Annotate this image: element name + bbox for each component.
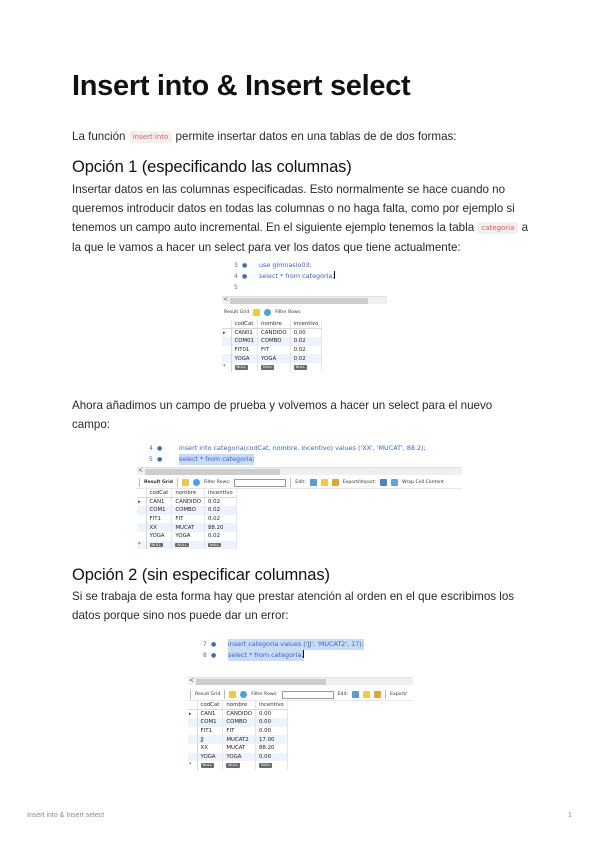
cell-codcat[interactable]: YOGA (197, 753, 223, 762)
table-row[interactable] (137, 506, 236, 515)
import-icon[interactable] (391, 479, 398, 486)
result-grid (188, 701, 288, 770)
new-row-marker: * (188, 761, 197, 770)
code-line (137, 454, 462, 465)
section1-after-paragraph (72, 396, 532, 434)
cell-nombre[interactable]: YOGA (223, 753, 256, 762)
line-number: 3 (234, 262, 238, 269)
sql-code: use gimnasio03; (259, 261, 312, 269)
cell-incentivo[interactable]: 0.02 (205, 515, 237, 524)
row-header (137, 532, 146, 541)
new-row-marker: * (137, 541, 146, 550)
page-number: 1 (568, 812, 572, 819)
cell-codcat[interactable]: COM01 (231, 337, 258, 346)
null-cell[interactable] (258, 363, 291, 372)
cell-codcat[interactable]: CAN01 (231, 329, 258, 338)
column-header[interactable]: codCat (146, 489, 172, 498)
text-line: la que le vamos a hacer un select para ver los datos que tiene actualmente: (72, 241, 461, 254)
cell-nombre[interactable]: COMBO (258, 337, 291, 346)
cell-incentivo[interactable]: 0.00 (256, 727, 288, 736)
text-caret (334, 271, 335, 279)
table-row[interactable] (137, 532, 236, 541)
text-line: Si se trabaja de esta forma hay que prestar atención al orden en el que escribimos los (72, 590, 515, 603)
scrollbar-thumb[interactable] (145, 469, 280, 475)
current-row-icon: ▸ (222, 329, 231, 338)
result-toolbar (222, 306, 387, 318)
grid-layout-icon[interactable] (253, 309, 260, 316)
cell-nombre[interactable]: MUCAT (172, 523, 205, 532)
cell-incentivo[interactable]: 0.02 (205, 506, 237, 515)
intro-paragraph (72, 127, 532, 147)
cell-incentivo[interactable]: 17.00 (256, 735, 288, 744)
cell-nombre[interactable]: CANDIDO (223, 710, 256, 719)
toolbar-separator (224, 690, 225, 699)
refresh-icon[interactable] (193, 479, 200, 486)
cell-incentivo[interactable]: 0.02 (290, 337, 322, 346)
text-line: queremos introducir datos en todas las columnas o no haga falta, como por ejemplo si (72, 202, 515, 215)
cell-codcat[interactable]: YOGA (146, 532, 172, 541)
sql-code-selected: select * from categoria; (179, 455, 255, 463)
cell-nombre[interactable]: COMBO (172, 506, 205, 515)
null-cell[interactable] (223, 761, 256, 770)
intro-text-after: permite insertar datos en una tablas de de dos formas: (172, 130, 457, 143)
grid-header-row (188, 701, 287, 710)
new-row[interactable] (188, 761, 287, 770)
sql-editor (137, 443, 462, 467)
row-header (188, 744, 197, 753)
section2-heading: Opción 2 (sin especificar columnas) (72, 566, 330, 584)
code-line (222, 260, 387, 271)
line-number: 7 (203, 641, 207, 648)
cell-nombre[interactable]: FIT (223, 727, 256, 736)
cell-codcat[interactable]: FIT01 (231, 346, 258, 355)
null-cell[interactable] (256, 761, 288, 770)
current-row-icon: ▸ (137, 498, 146, 507)
row-header-corner (137, 489, 146, 498)
export-import-label: Export/Import: (342, 480, 377, 485)
result-grid (222, 320, 322, 372)
null-cell[interactable] (290, 363, 322, 372)
result-toolbar (137, 477, 462, 489)
intro-text-before: La función (72, 130, 129, 143)
table-row[interactable] (188, 718, 287, 727)
result-grid-tab[interactable]: Result Grid (144, 480, 173, 485)
null-badge: NULL (261, 763, 271, 768)
null-cell[interactable] (197, 761, 223, 770)
cell-incentivo[interactable]: 0.02 (205, 532, 237, 541)
edit-row-icon[interactable] (310, 479, 317, 486)
column-header[interactable]: incentivo (205, 489, 237, 498)
sql-code (259, 271, 335, 282)
null-badge: NULL (263, 365, 273, 370)
export-import-label: Export/ (390, 692, 407, 697)
cell-incentivo[interactable]: 0.02 (290, 354, 322, 363)
code-line (188, 650, 413, 661)
cell-codcat[interactable]: FIT1 (146, 515, 172, 524)
cell-codcat[interactable]: XX (197, 744, 223, 753)
scroll-left-icon[interactable]: < (138, 467, 144, 474)
code-line (222, 271, 387, 282)
toolbar-separator (385, 690, 386, 699)
column-header[interactable]: incentivo (290, 320, 322, 329)
text-line: campo: (72, 418, 111, 431)
table-row[interactable] (222, 346, 322, 355)
horizontal-scrollbar[interactable] (137, 467, 462, 475)
text-line: datos porque sino nos puede dar un error: (72, 609, 289, 622)
null-cell[interactable] (231, 363, 258, 372)
section1-paragraph (72, 180, 532, 257)
cell-incentivo[interactable]: 88.20 (205, 523, 237, 532)
text-span: tenemos un campo auto incremental. En el siguiente ejemplo tenemos la tabla (72, 221, 478, 234)
filter-rows-label: Filter Rows: (251, 692, 278, 697)
row-header (137, 515, 146, 524)
insert-row-icon[interactable] (321, 479, 328, 486)
line-number: 5 (234, 284, 238, 291)
text-caret (303, 650, 304, 658)
cell-nombre[interactable]: YOGA (172, 532, 205, 541)
filter-rows-input[interactable] (282, 691, 334, 699)
sql-text: select * from categoria; (228, 651, 304, 659)
column-header[interactable]: nombre (223, 701, 256, 710)
cell-codcat[interactable]: FIT1 (197, 727, 223, 736)
sql-code: insert into categoria(codCat, nombre, incentivo) values ('XX', 'MUCAT', 88.2); (179, 444, 426, 452)
sql-code-selected: insert categoria values ('JJ', 'MUCAT2', 17); (228, 640, 364, 648)
result-grid (137, 489, 237, 549)
column-header[interactable]: nombre (172, 489, 205, 498)
refresh-icon[interactable] (264, 309, 271, 316)
cell-nombre[interactable]: COMBO (223, 718, 256, 727)
column-header[interactable]: nombre (258, 320, 291, 329)
grid-header-row (222, 320, 322, 329)
table-row[interactable] (188, 744, 287, 753)
result-grid-tab[interactable]: Result Grid (195, 692, 221, 697)
table-row[interactable] (137, 523, 236, 532)
cell-incentivo[interactable]: 0.02 (290, 346, 322, 355)
execute-dot-icon: ● (242, 262, 248, 269)
scroll-left-icon[interactable]: < (223, 296, 229, 303)
toolbar-separator (139, 478, 140, 487)
line-number: 8 (203, 652, 207, 659)
delete-row-icon[interactable] (374, 691, 381, 698)
execute-dot-icon: ● (211, 652, 217, 659)
table-row[interactable] (137, 498, 236, 507)
edit-label: Edit: (295, 480, 306, 485)
current-row-icon: ▸ (188, 710, 197, 719)
new-row-marker: * (222, 363, 231, 372)
execute-dot-icon: ● (211, 641, 217, 648)
cell-codcat[interactable]: YOGA (231, 354, 258, 363)
table-row[interactable] (137, 515, 236, 524)
execute-dot-icon: ● (242, 273, 248, 280)
column-header[interactable]: codCat (197, 701, 223, 710)
execute-dot-icon: ● (157, 456, 163, 463)
null-badge: NULL (236, 365, 246, 370)
cell-nombre[interactable]: CANDIDO (172, 498, 205, 507)
sql-code-selected (228, 650, 304, 661)
sql-text: select * from categoria; (259, 272, 335, 280)
scroll-left-icon[interactable]: < (189, 677, 195, 684)
refresh-icon[interactable] (240, 691, 247, 698)
cell-codcat[interactable]: CAN1 (197, 710, 223, 719)
toolbar-separator (290, 478, 291, 487)
insert-row-icon[interactable] (363, 691, 370, 698)
column-header[interactable]: incentivo (256, 701, 288, 710)
edit-label: Edit: (337, 692, 349, 697)
section1-heading: Opción 1 (especificando las columnas) (72, 158, 352, 176)
row-header (137, 506, 146, 515)
execute-dot-icon: ● (157, 445, 163, 452)
section2-paragraph (72, 587, 532, 625)
row-header (222, 346, 231, 355)
line-number: 4 (149, 445, 153, 452)
cell-nombre[interactable]: MUCAT2 (223, 735, 256, 744)
null-badge: NULL (202, 763, 212, 768)
null-badge: NULL (295, 365, 305, 370)
cell-incentivo[interactable]: 0.02 (205, 498, 237, 507)
wrap-cell-content-label[interactable]: Wrap Cell Content (402, 480, 444, 485)
cell-nombre[interactable]: MUCAT (223, 744, 256, 753)
null-badge: NULL (210, 542, 220, 547)
cell-nombre[interactable]: YOGA (258, 354, 291, 363)
sql-editor (188, 639, 413, 677)
text-line: Insertar datos en las columnas especificadas. Esto normalmente se hace cuando no (72, 183, 506, 196)
column-header[interactable]: codCat (231, 320, 258, 329)
cell-incentivo[interactable]: 0.00 (256, 753, 288, 762)
sql-editor (222, 260, 387, 296)
scrollbar-thumb[interactable] (230, 298, 368, 304)
cell-nombre[interactable]: FIT (172, 515, 205, 524)
inline-code-categoria: categoria (477, 222, 518, 234)
grid-header-row (137, 489, 236, 498)
cell-codcat[interactable]: COM1 (197, 718, 223, 727)
row-header (137, 523, 146, 532)
code-line (188, 639, 413, 650)
row-header (188, 735, 197, 744)
null-badge: NULL (228, 763, 238, 768)
null-badge: NULL (177, 542, 187, 547)
table-row[interactable] (222, 329, 322, 338)
row-header (222, 354, 231, 363)
toolbar-separator (190, 690, 191, 699)
null-cell[interactable] (172, 541, 205, 550)
cell-incentivo[interactable]: 0.00 (290, 329, 322, 338)
row-header-corner (222, 320, 231, 329)
table-row[interactable] (188, 753, 287, 762)
filter-rows-label: Filter Rows: (275, 309, 302, 315)
code-line (137, 443, 462, 454)
null-cell[interactable] (205, 541, 237, 550)
line-number: 5 (149, 456, 153, 463)
cell-codcat[interactable]: COM1 (146, 506, 172, 515)
table-row[interactable] (222, 337, 322, 346)
inline-code-insert-into: insert into (129, 131, 173, 143)
result-toolbar (188, 689, 413, 701)
text-span: a (518, 221, 529, 234)
table-row[interactable] (188, 727, 287, 736)
cell-nombre[interactable]: FIT (258, 346, 291, 355)
table-row[interactable] (222, 354, 322, 363)
row-header (222, 337, 231, 346)
filter-rows-label: Filter Rows: (203, 480, 231, 485)
new-row[interactable] (137, 541, 236, 550)
page-title: Insert into & Insert select (72, 70, 411, 102)
footer-title: Insert into & Insert select (27, 812, 105, 819)
cell-incentivo[interactable]: 0.00 (256, 710, 288, 719)
delete-row-icon[interactable] (332, 479, 339, 486)
row-header-corner (188, 701, 197, 710)
text-line (72, 218, 532, 238)
horizontal-scrollbar[interactable] (222, 296, 387, 304)
table-row[interactable] (188, 735, 287, 744)
cell-codcat[interactable]: XX (146, 523, 172, 532)
edit-row-icon[interactable] (352, 691, 359, 698)
row-header (188, 727, 197, 736)
row-header (188, 718, 197, 727)
scrollbar-thumb[interactable] (196, 679, 326, 685)
workbench-screenshot-1 (222, 258, 387, 378)
cell-codcat[interactable]: CAN1 (146, 498, 172, 507)
text-line: Ahora añadimos un campo de prueba y volvemos a hacer un select para el nuevo (72, 399, 493, 412)
export-icon[interactable] (380, 479, 387, 486)
table-row[interactable] (188, 710, 287, 719)
filter-rows-input[interactable] (234, 479, 286, 487)
line-number: 4 (234, 273, 238, 280)
result-grid-tab[interactable]: Result Grid (224, 309, 250, 315)
toolbar-separator (177, 478, 178, 487)
cell-codcat[interactable]: JJ (197, 735, 223, 744)
workbench-screenshot-3 (188, 638, 413, 778)
cell-nombre[interactable]: CANDIDO (258, 329, 291, 338)
grid-layout-icon[interactable] (229, 691, 236, 698)
row-header (188, 753, 197, 762)
cell-incentivo[interactable]: 88.20 (256, 744, 288, 753)
horizontal-scrollbar[interactable] (188, 677, 413, 685)
code-line (222, 282, 387, 293)
grid-layout-icon[interactable] (182, 479, 189, 486)
null-badge: NULL (151, 542, 161, 547)
cell-incentivo[interactable]: 0.00 (256, 718, 288, 727)
new-row[interactable] (222, 363, 322, 372)
workbench-screenshot-2 (137, 442, 462, 552)
null-cell[interactable] (146, 541, 172, 550)
